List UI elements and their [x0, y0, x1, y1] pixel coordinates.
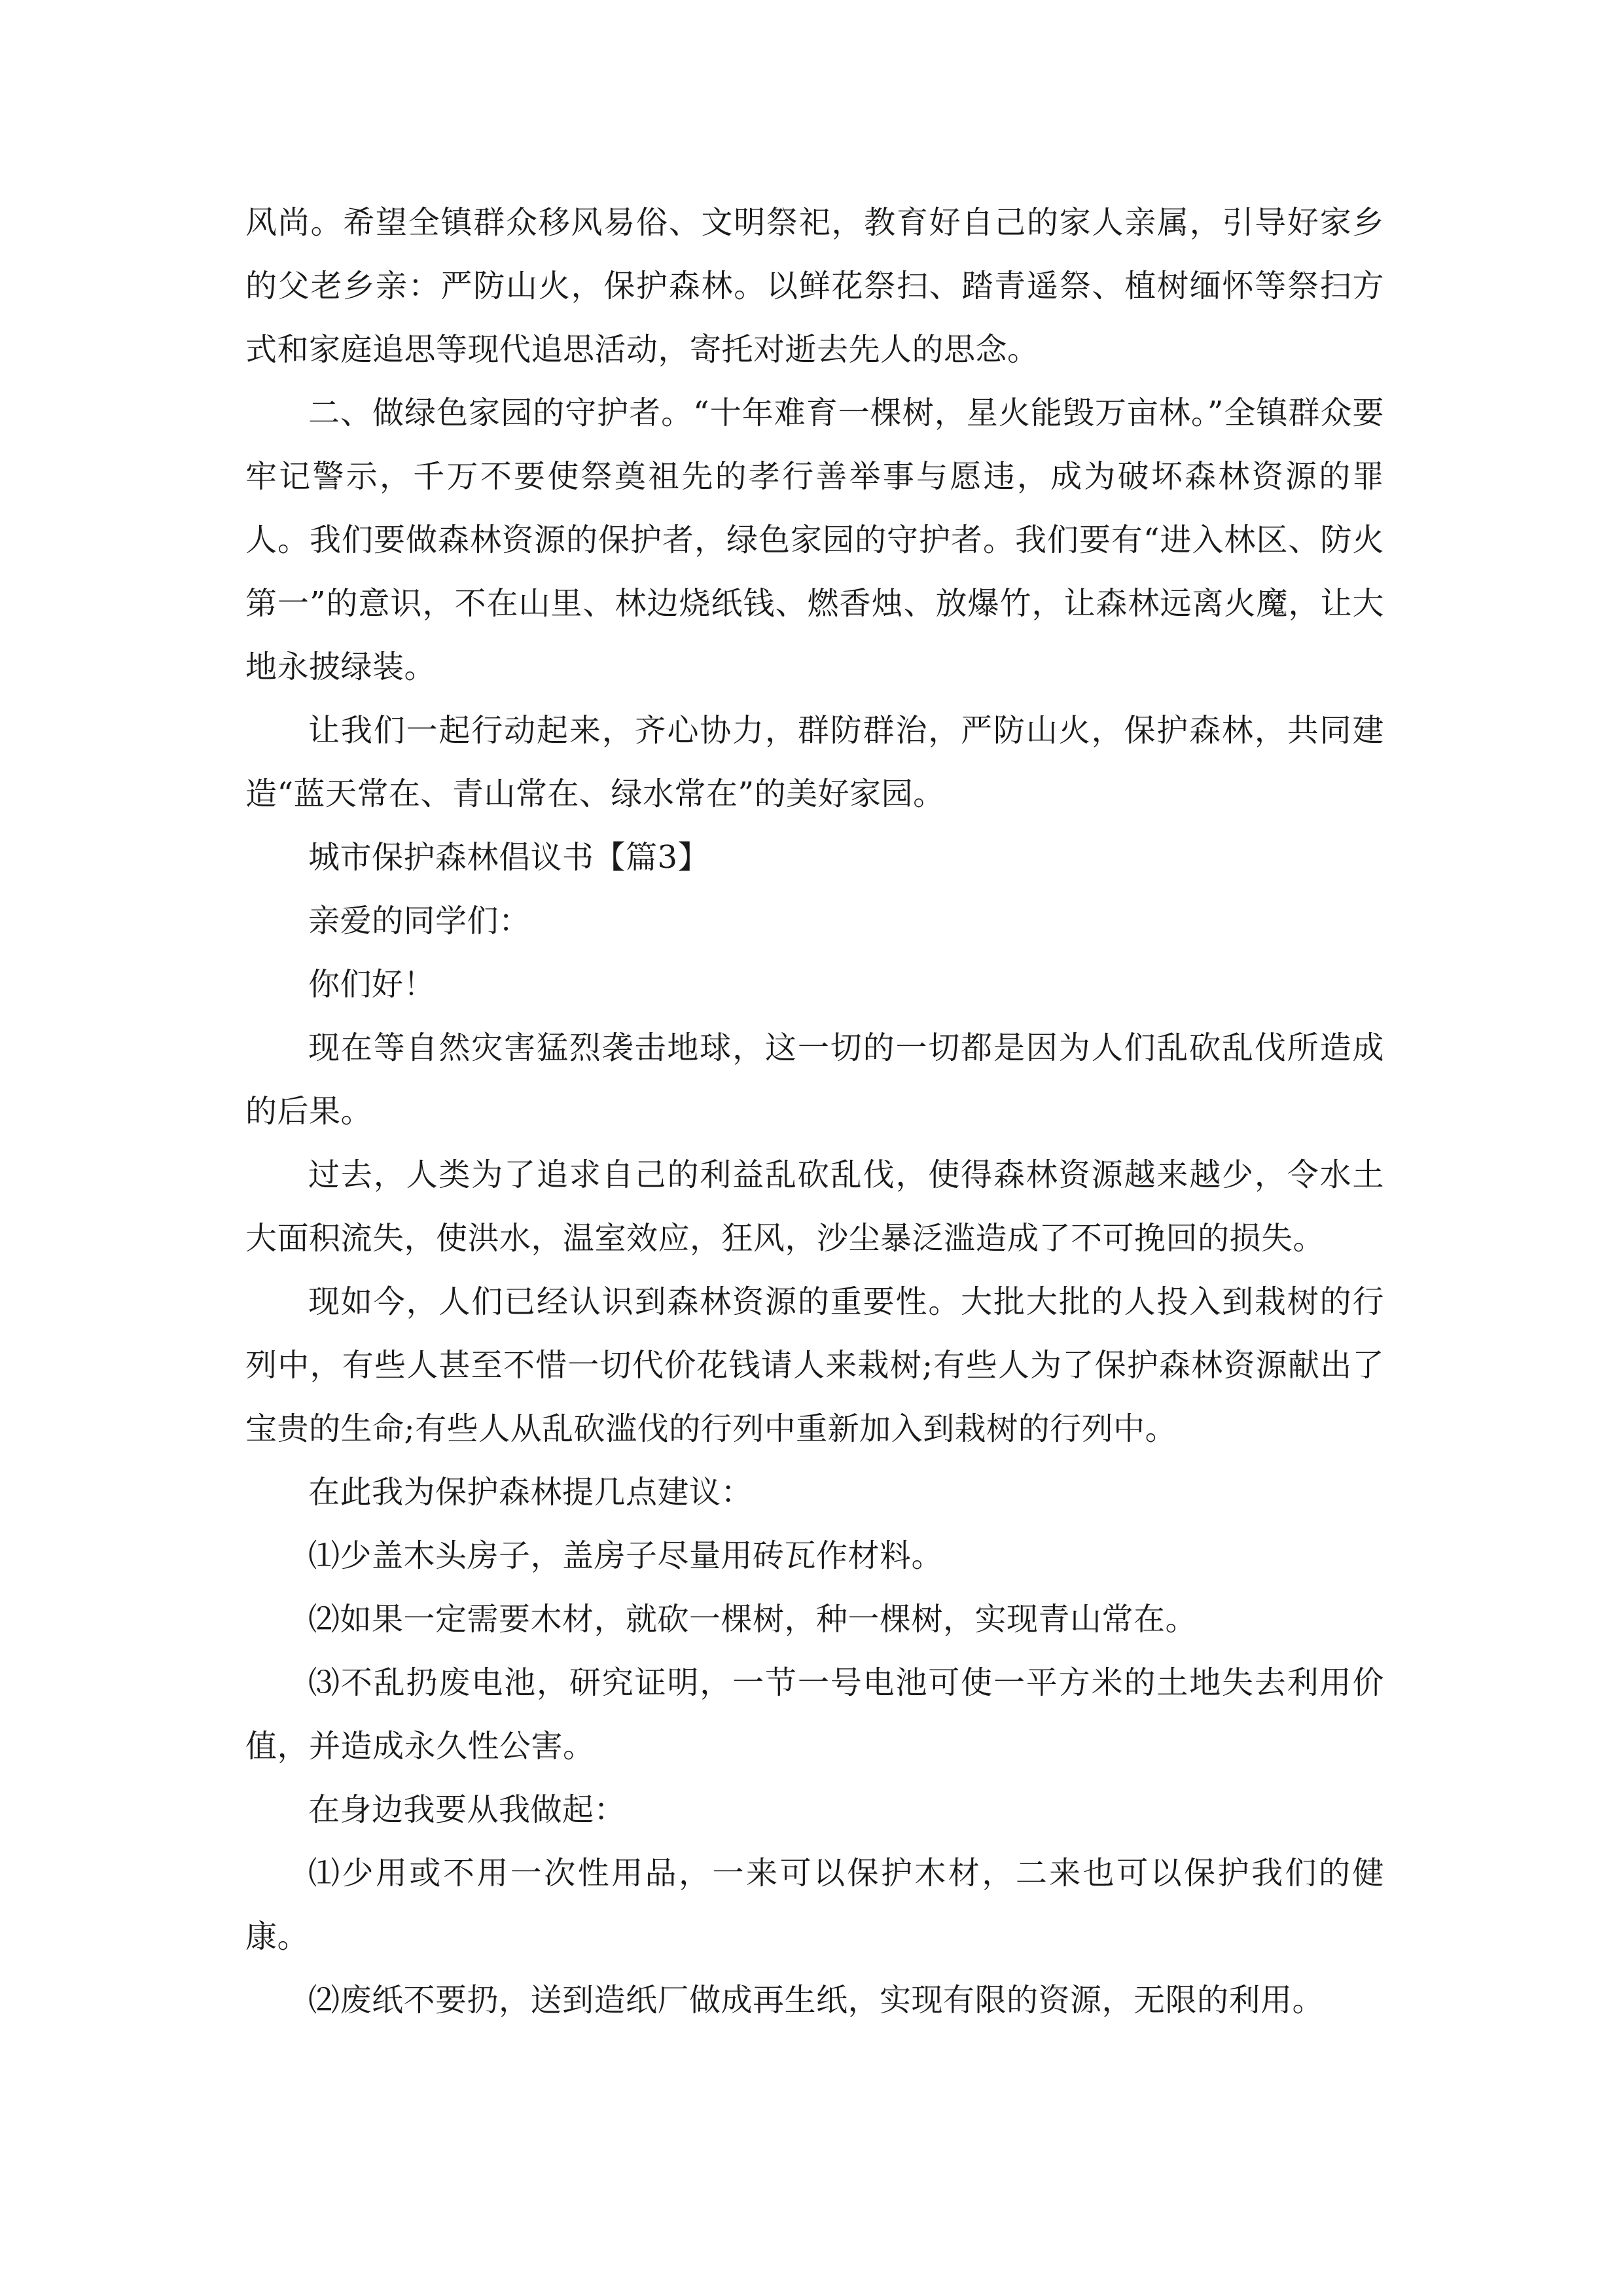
suggestion-item: ⑵如果一定需要木材，就砍一棵树，种一棵树，实现青山常在。	[308, 1601, 1198, 1638]
suggestions-intro: 在此我为保护森林提几点建议：	[308, 1474, 753, 1511]
paragraph-call-to-action: 让我们一起行动起来，齐心协力，群防群治，严防山火，保护森林，共同建造“蓝天常在、青山常在、绿水常在”的美好家园。	[245, 712, 1384, 812]
personal-actions-intro: 在身边我要从我做起：	[308, 1791, 626, 1828]
salutation: 亲爱的同学们：	[308, 903, 531, 939]
greeting: 你们好！	[308, 966, 436, 1003]
personal-action-item: ⑵废纸不要扔，送到造纸厂做成再生纸，实现有限的资源，无限的利用。	[308, 1982, 1325, 2018]
suggestion-item: ⑴少盖木头房子，盖房子尽量用砖瓦作材料。	[308, 1537, 944, 1574]
paragraph-continuation: 风尚。希望全镇群众移风易俗、文明祭祀，教育好自己的家人亲属，引导好家乡的父老乡亲：严防山火，保护森林。以鲜花祭扫、踏青遥祭、植树缅怀等祭扫方式和家庭追思等现代追思活动，寄托对逝去先人的思念。	[245, 204, 1384, 368]
paragraph-present: 现如今，人们已经认识到森林资源的重要性。大批大批的人投入到栽树的行列中，有些人甚至不惜一切代价花钱请人来栽树;有些人为了保护森林资源献出了宝贵的生命;有些人从乱砍滥伐的行列中重新加入到栽树的行列中。	[245, 1283, 1384, 1447]
paragraph-past: 过去，人类为了追求自己的利益乱砍乱伐，使得森林资源越来越少，令水土大面积流失，使洪水，温室效应，狂风，沙尘暴泛滥造成了不可挽回的损失。	[245, 1157, 1384, 1257]
personal-action-item: ⑴少用或不用一次性用品，一来可以保护木材，二来也可以保护我们的健康。	[245, 1855, 1384, 1955]
suggestion-item: ⑶不乱扔废电池，研究证明，一节一号电池可使一平方米的土地失去利用价值，并造成永久性公害。	[245, 1664, 1384, 1765]
paragraph-disasters: 现在等自然灾害猛烈袭击地球，这一切的一切都是因为人们乱砍乱伐所造成的后果。	[245, 1030, 1384, 1130]
document-body	[245, 191, 1384, 2032]
paragraph-green-homeland: 二、做绿色家园的守护者。“十年难育一棵树，星火能毁万亩林。”全镇群众要牢记警示，千万不要使祭奠祖先的孝行善举事与愿违，成为破坏森林资源的罪人。我们要做森林资源的保护者，绿色家园的守护者。我们要有“进入林区、防火第一”的意识，不在山里、林边烧纸钱、燃香烛、放爆竹，让森林远离火魔，让大地永披绿装。	[245, 395, 1384, 685]
section-heading: 城市保护森林倡议书【篇3】	[308, 839, 710, 876]
